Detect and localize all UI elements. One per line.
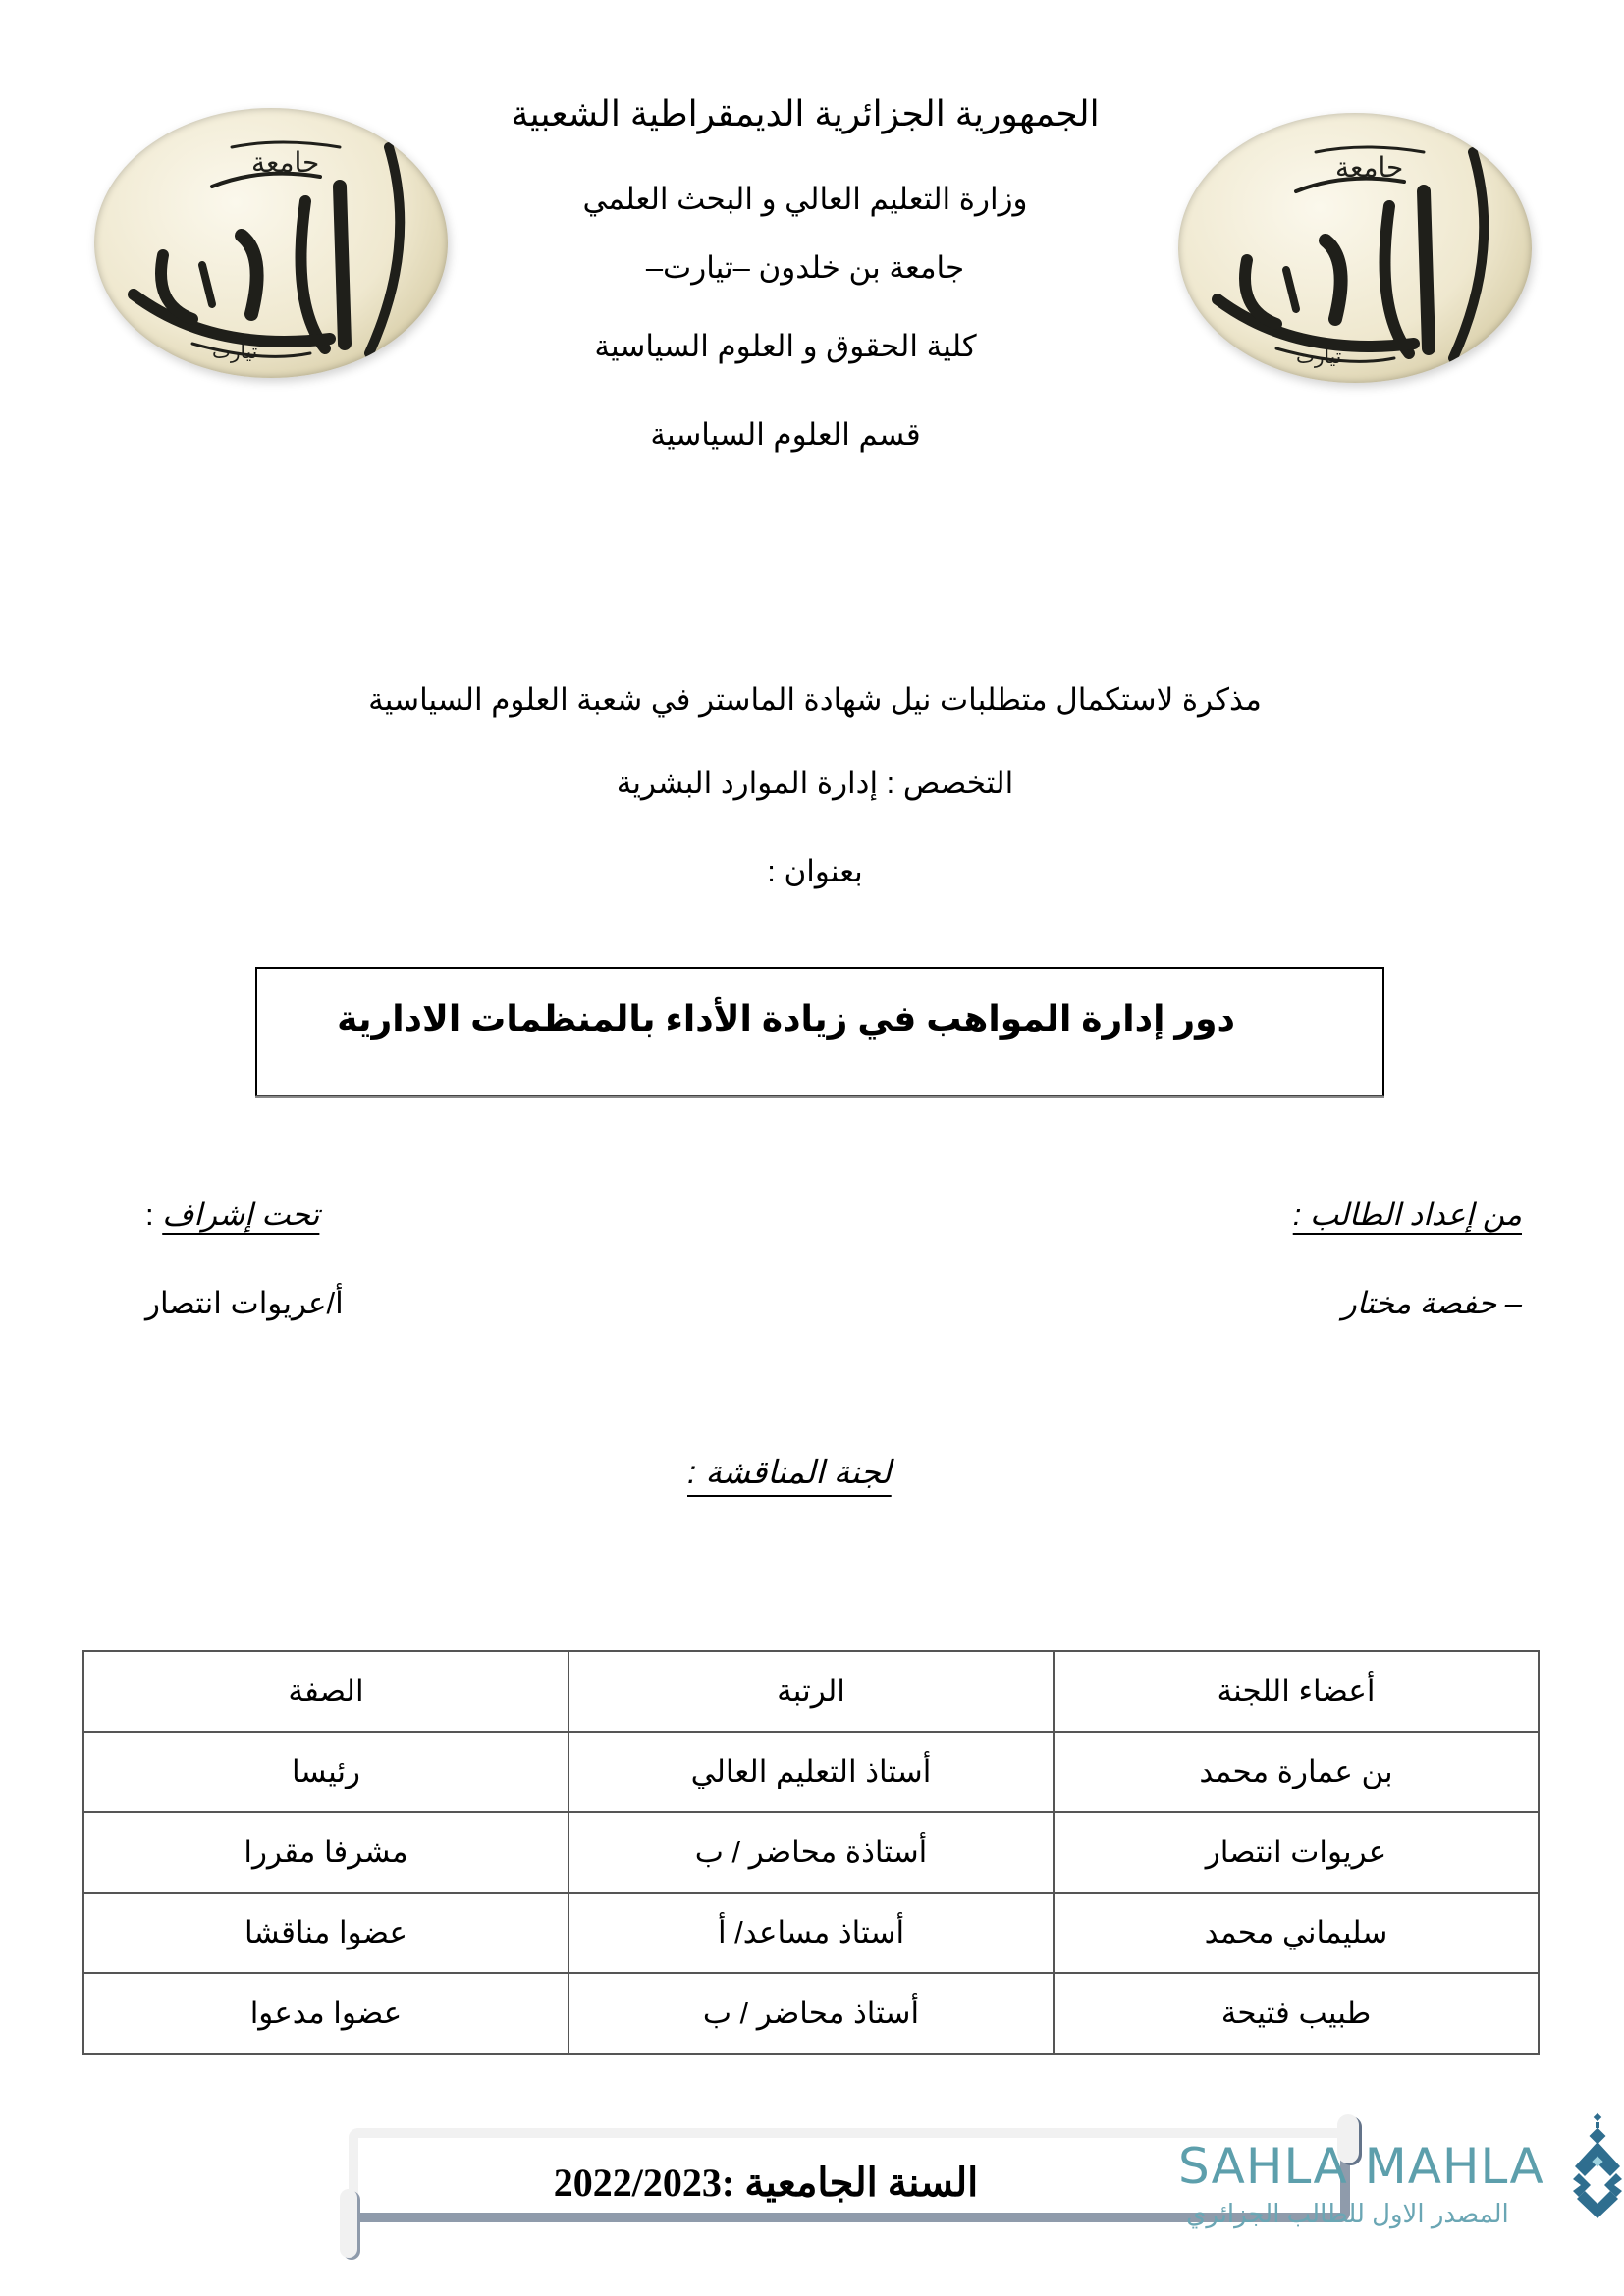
supervisor-name: أ/عريوات انتصار (145, 1286, 344, 1320)
supervisor-label-colon: : (145, 1198, 163, 1232)
watermark-brand: SAHLA MAHLA (1178, 2138, 1544, 2195)
supervisor-label (145, 1198, 319, 1233)
table-row (83, 1732, 1539, 1812)
column-header-rank: الرتبة (568, 1651, 1054, 1732)
ibn-khaldoun-university-logo-icon (1178, 113, 1532, 383)
thesis-title-box (255, 967, 1384, 1096)
memo-title-label: بعنوان : (767, 854, 863, 888)
column-header-role: الصفة (83, 1651, 568, 1732)
member-role: عضوا مناقشا (83, 1893, 568, 1973)
member-rank: أستاذ محاضر / ب (568, 1973, 1054, 2054)
member-name: بن عمارة محمد (1054, 1732, 1539, 1812)
ministry-heading: وزارة التعليم العالي و البحث العلمي (582, 182, 1028, 216)
member-name: سليماني محمد (1054, 1893, 1539, 1973)
member-rank: أستاذ التعليم العالي (568, 1732, 1054, 1812)
student-label (1293, 1198, 1522, 1233)
svg-text:جامعة: جامعة (251, 146, 320, 179)
student-name: – حفصة مختار (1341, 1286, 1522, 1320)
table-row (83, 1812, 1539, 1893)
student-label-text: من إعداد الطالب : (1292, 1198, 1522, 1232)
memo-purpose: مذكرة لاستكمال متطلبات نيل شهادة الماستر في شعبة العلوم السياسية (368, 682, 1262, 717)
department-heading: قسم العلوم السياسية (650, 417, 921, 452)
university-logo-right (1178, 113, 1532, 383)
thesis-title: دور إدارة المواهب في زيادة الأداء بالمنظمات الادارية (337, 998, 1235, 1039)
committee-table (82, 1650, 1540, 2055)
member-role: عضوا مدعوا (83, 1973, 568, 2054)
scroll-curl-left (340, 2189, 357, 2258)
faculty-heading: كلية الحقوق و العلوم السياسية (594, 329, 977, 363)
table-row (83, 1893, 1539, 1973)
memo-specialty: التخصص : إدارة الموارد البشرية (616, 766, 1014, 800)
member-role: رئيسا (83, 1732, 568, 1812)
svg-text:تيارت: تيارت (212, 340, 258, 363)
member-rank: أستاذ مساعد/ أ (568, 1893, 1054, 1973)
committee-label (687, 1453, 892, 1491)
sahla-mahla-calligraphy-icon (1571, 2112, 1624, 2220)
table-row (83, 1973, 1539, 2054)
watermark-tagline: المصدر الاول للطالب الجزائري (1186, 2199, 1509, 2228)
republic-heading: الجمهورية الجزائرية الديمقراطية الشعبية (511, 93, 1100, 133)
committee-label-text: لجنة المناقشة : (687, 1454, 892, 1490)
svg-text:تيارت: تيارت (1296, 345, 1342, 368)
member-rank: أستاذة محاضر / ب (568, 1812, 1054, 1893)
university-heading: جامعة بن خلدون –تيارت– (645, 250, 965, 285)
academic-year: السنة الجامعية :2022/2023 (553, 2161, 979, 2205)
supervisor-label-text: تحت إشراف (162, 1198, 320, 1232)
member-role: مشرفا مقررا (83, 1812, 568, 1893)
table-header-row (83, 1651, 1539, 1732)
column-header-members: أعضاء اللجنة (1054, 1651, 1539, 1732)
svg-text:جامعة: جامعة (1335, 151, 1404, 184)
member-name: عريوات انتصار (1054, 1812, 1539, 1893)
member-name: طبيب فتيحة (1054, 1973, 1539, 2054)
